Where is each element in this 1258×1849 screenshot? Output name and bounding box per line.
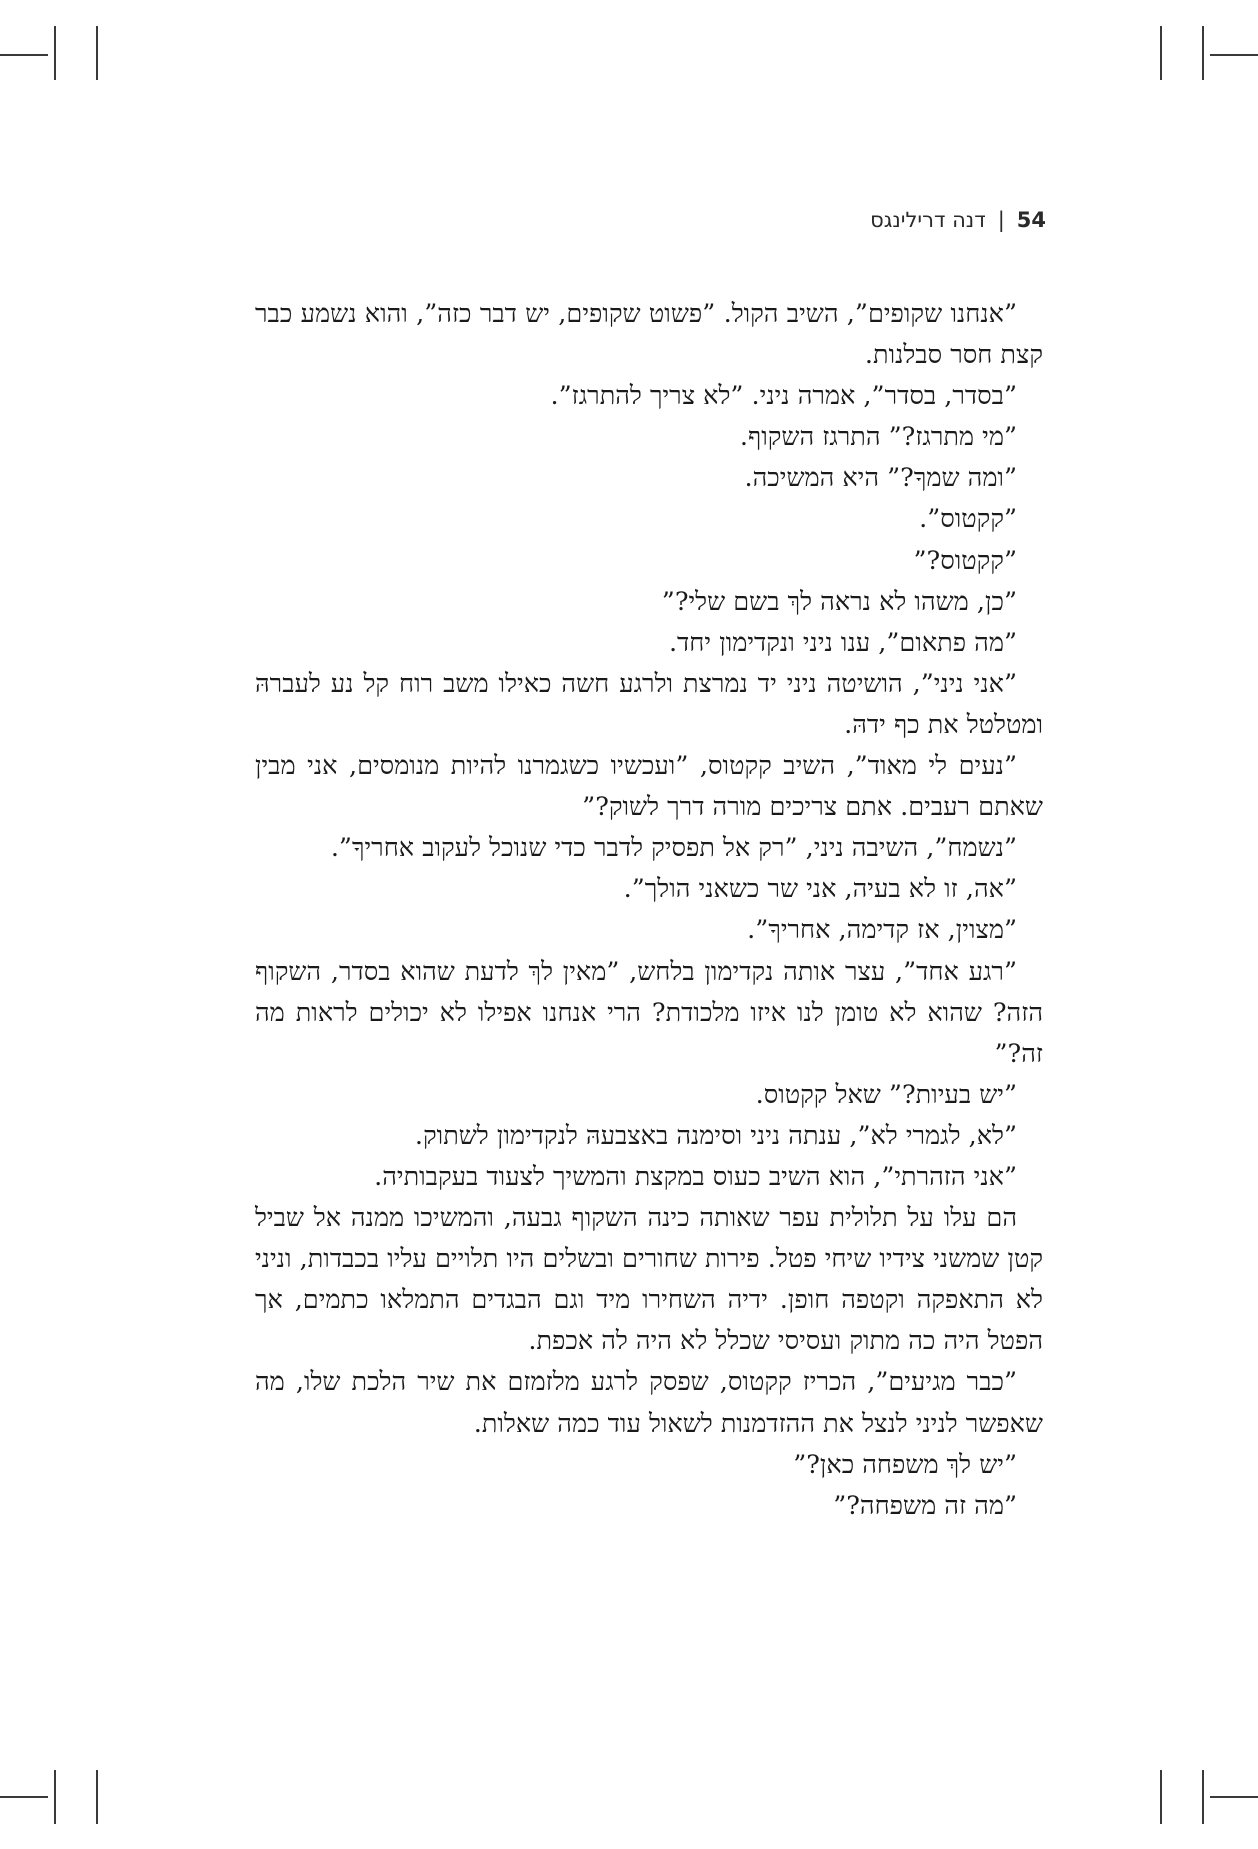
paragraph: ”יש בעיות?” שאל קקטוס. [755, 1079, 1017, 1110]
running-head-separator: | [997, 208, 1005, 232]
crop-mark-top-left-vertical [54, 26, 56, 80]
paragraph: ”מצוין, אז קדימה, אחריךָ”. [747, 915, 1017, 946]
paragraph: ”יש לךְ משפחה כאן?” [793, 1449, 1017, 1480]
paragraph: ”כן, משהו לא נראה לךְ בשם שלי?” [661, 586, 1017, 617]
paragraph: ”קקטוס”. [919, 504, 1017, 535]
crop-mark-top-left-inner [96, 26, 98, 80]
body-text [255, 294, 1043, 1527]
paragraph: ”אה, זו לא בעיה, אני שר כשאני הולך”. [623, 874, 1017, 905]
page-number: 54 [1016, 208, 1046, 232]
paragraph: ”כבר מגיעים”, הכריז קקטוס, שפסק לרגע מלזמזם את שיר הלכת שלו, מה שאפשר לניני לנצל את ההזדמנות לשאול עוד כמה שאלות. [255, 1367, 1043, 1439]
paragraph: ”ומה שמךָ?” היא המשיכה. [744, 463, 1017, 494]
running-head [870, 208, 1046, 232]
paragraph: ”מי מתרגז?” התרגז השקוף. [739, 422, 1017, 453]
crop-mark-bottom-left-horizontal [0, 1796, 48, 1798]
crop-mark-bottom-left-vertical [54, 1770, 56, 1824]
crop-mark-bottom-right-horizontal [1210, 1796, 1258, 1798]
paragraph: הם עלו על תלולית עפר שאותה כינה השקוף גבעה, והמשיכו ממנה אל שביל קטן שמשני צידיו שיחי פטל. פירות שחורים ובשלים היו תלויים עליו בכבדות, וניני לא התאפקה וקטפה חופן. ידיה השחירו מיד וגם הבגדים התמלאו כתמים, אך הפטל היה כה מתוק ועסיסי שכלל לא היה לה אכפת. [255, 1203, 1043, 1357]
crop-mark-top-right-inner [1160, 26, 1162, 80]
crop-mark-top-right-vertical [1202, 26, 1204, 80]
paragraph: ”מה פתאום”, ענו ניני ונקדימון יחד. [668, 627, 1017, 658]
paragraph: ”נשמח”, השיבה ניני, ”רק אל תפסיק לדבר כדי שנוכל לעקוב אחריךָ”. [330, 833, 1017, 864]
crop-mark-top-right-horizontal [1210, 54, 1258, 56]
paragraph: ”אני הזהרתי”, הוא השיב כעוס במקצת והמשיך לצעוד בעקבותיה. [374, 1161, 1017, 1192]
paragraph: ”לא, לגמרי לא”, ענתה ניני וסימנה באצבעהּ לנקדימון לשתוק. [414, 1120, 1017, 1151]
paragraph: ”קקטוס?” [913, 545, 1017, 576]
crop-mark-bottom-left-inner [96, 1770, 98, 1824]
crop-mark-bottom-right-vertical [1202, 1770, 1204, 1824]
paragraph: ”מה זה משפחה?” [833, 1490, 1017, 1521]
crop-mark-bottom-right-inner [1160, 1770, 1162, 1824]
paragraph: ”נעים לי מאוד”, השיב קקטוס, ”ועכשיו כשגמרנו להיות מנומסים, אני מבין שאתם רעבים. אתם צריכים מורה דרך לשוק?” [255, 751, 1043, 823]
paragraph: ”אני ניני”, הושיטה ניני יד נמרצת ולרגע חשה כאילו משב רוח קל נע לעברהּ ומטלטל את כף ידהּ. [255, 668, 1043, 740]
paragraph: ”רגע אחד”, עצר אותה נקדימון בלחש, ”מאין לךְ לדעת שהוא בסדר, השקוף הזה? שהוא לא טומן לנו איזו מלכודת? הרי אנחנו אפילו לא יכולים לראות מה זה?” [255, 956, 1043, 1069]
paragraph: ”בסדר, בסדר”, אמרה ניני. ”לא צריך להתרגז”. [550, 381, 1017, 412]
paragraph: ”אנחנו שקופים”, השיב הקול. ”פשוט שקופים, יש דבר כזה”, והוא נשמע כבר קצת חסר סבלנות. [255, 299, 1043, 371]
crop-mark-top-left-horizontal [0, 54, 48, 56]
author-name: דנה דרילינגס [870, 208, 986, 232]
